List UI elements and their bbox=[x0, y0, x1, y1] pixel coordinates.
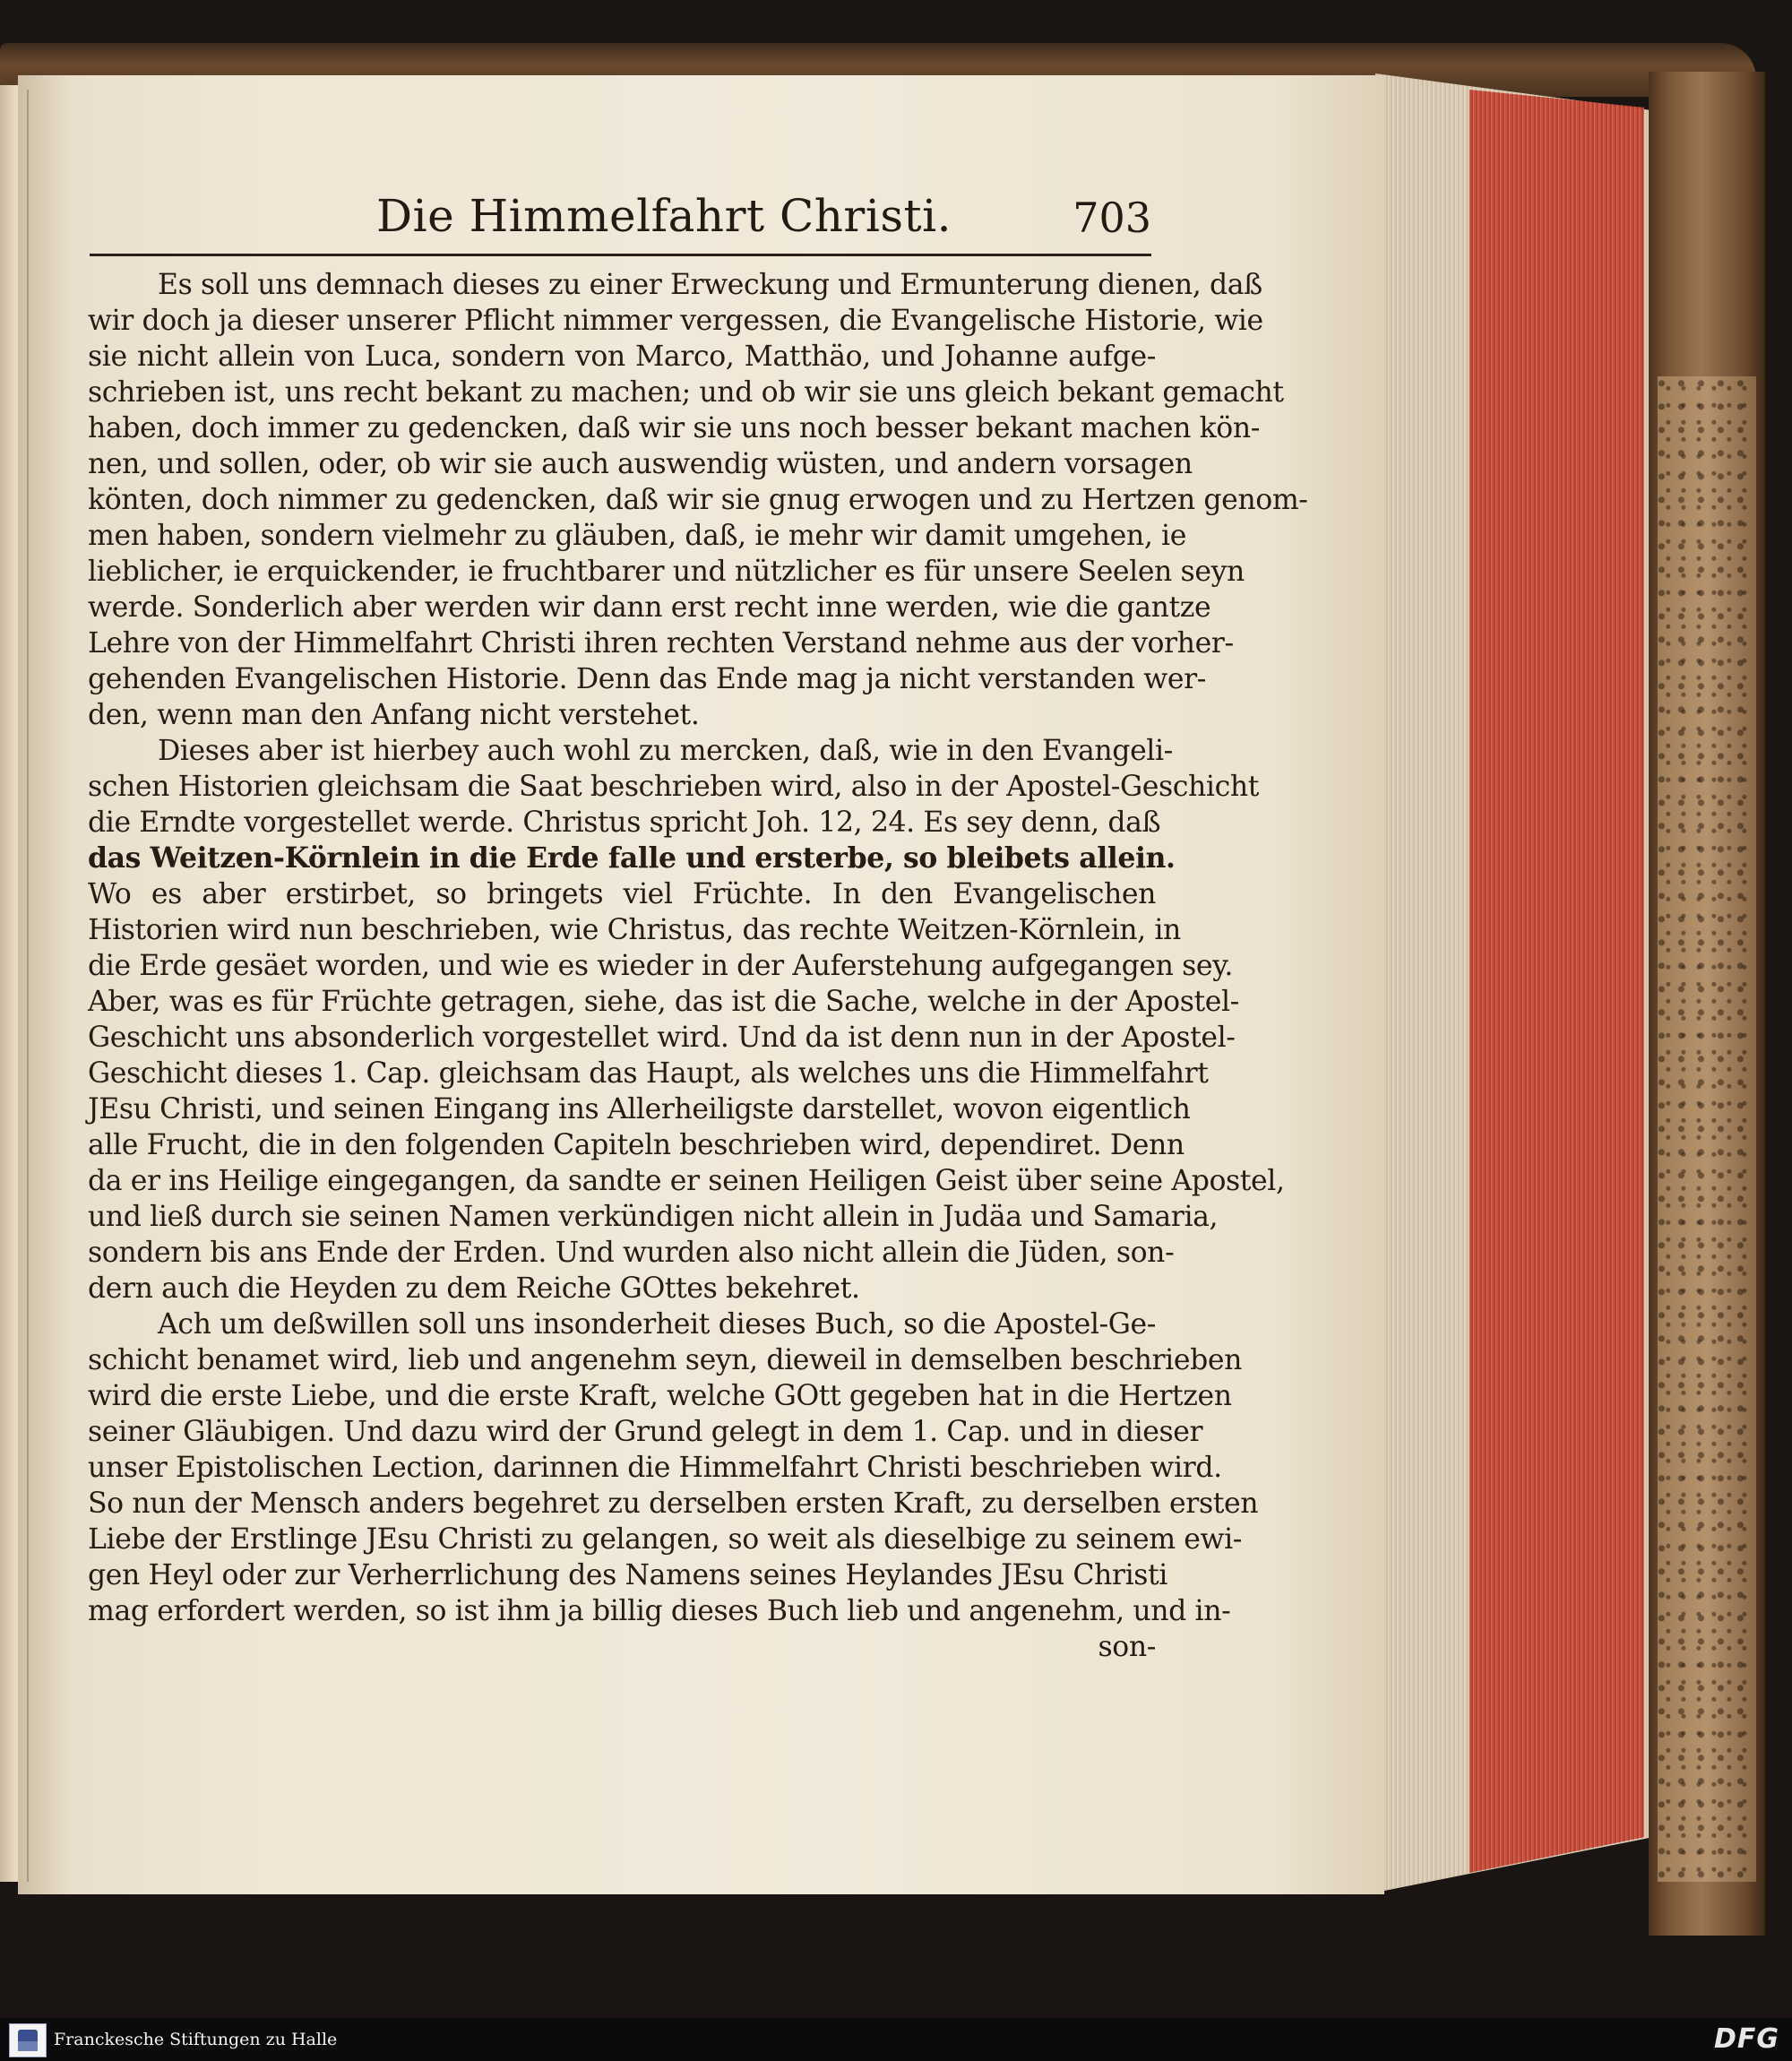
dfg-logo: DFG bbox=[1713, 2023, 1779, 2055]
text-line: dern auch die Heyden zu dem Reiche GOttes bekehret. bbox=[88, 1272, 860, 1305]
text-line: seiner Gläubigen. Und dazu wird der Grund gelegt in dem 1. Cap. und in dieser bbox=[88, 1416, 1203, 1448]
text-line: könten, doch nimmer zu gedencken, daß wir sie gnug erwogen und zu Hertzen genom- bbox=[88, 484, 1308, 516]
book-cover-marbled bbox=[1658, 376, 1756, 1882]
text-line: die Erndte vorgestellet werde. Christus spricht Joh. 12, 24. Es sey denn, daß bbox=[88, 806, 1161, 839]
running-title: Die Himmelfahrt Christi. bbox=[376, 190, 952, 242]
text-line: So nun der Mensch anders begehret zu derselben ersten Kraft, zu derselben ersten bbox=[88, 1488, 1259, 1520]
institution-label: Franckesche Stiftungen zu Halle bbox=[54, 2030, 338, 2049]
text-line: Wo es aber erstirbet, so bringets viel Früchte. In den Evangelischen bbox=[88, 878, 1156, 910]
text-line: unser Epistolischen Lection, darinnen die Himmelfahrt Christi beschrieben wird. bbox=[88, 1452, 1222, 1484]
text-line: den, wenn man den Anfang nicht verstehet. bbox=[88, 699, 700, 731]
page-number: 703 bbox=[1073, 194, 1151, 242]
text-line: da er ins Heilige eingegangen, da sandte er seinen Heiligen Geist über seine Apostel, bbox=[88, 1165, 1285, 1197]
text-line: gehenden Evangelischen Historie. Denn das Ende mag ja nicht verstanden wer- bbox=[88, 663, 1206, 695]
text-line: schen Historien gleichsam die Saat beschrieben wird, also in der Apostel-Geschicht bbox=[88, 771, 1259, 803]
catchword: son- bbox=[1098, 1631, 1156, 1663]
text-line: wir doch ja dieser unserer Pflicht nimmer vergessen, die Evangelische Historie, wie bbox=[88, 305, 1263, 337]
text-line: Lehre von der Himmelfahrt Christi ihren rechten Verstand nehme aus der vorher- bbox=[88, 627, 1234, 660]
text-line: und ließ durch sie seinen Namen verkündigen nicht allein in Judäa und Samaria, bbox=[88, 1201, 1219, 1233]
text-line: alle Frucht, die in den folgenden Capiteln beschrieben wird, dependiret. Denn bbox=[88, 1129, 1185, 1161]
text-line: Geschicht uns absonderlich vorgestellet wird. Und da ist denn nun in der Apostel- bbox=[88, 1022, 1236, 1054]
text-line: Geschicht dieses 1. Cap. gleichsam das Haupt, als welches uns die Himmelfahrt bbox=[88, 1057, 1209, 1090]
text-line: Liebe der Erstlinge JEsu Christi zu gelangen, so weit als dieselbige zu seinem ewi- bbox=[88, 1523, 1243, 1556]
text-line: werde. Sonderlich aber werden wir dann erst recht inne werden, wie die gantze bbox=[88, 591, 1211, 624]
text-line: JEsu Christi, und seinen Eingang ins Allerheiligste darstellet, wovon eigentlich bbox=[88, 1093, 1191, 1125]
red-page-edges bbox=[1469, 90, 1644, 1873]
text-line: sie nicht allein von Luca, sondern von Marco, Matthäo, und Johanne aufge- bbox=[88, 341, 1156, 373]
body-text bbox=[88, 267, 1308, 1665]
text-line: haben, doch immer zu gedencken, daß wir sie uns noch besser bekant machen kön- bbox=[88, 412, 1260, 444]
text-line: mag erfordert werden, so ist ihm ja billig dieses Buch lieb und angenehm, und in- bbox=[88, 1595, 1231, 1627]
header-rule bbox=[90, 254, 1151, 256]
text-line: das Weitzen-Körnlein in die Erde falle und ersterbe, so bleibets allein. bbox=[88, 841, 1176, 875]
text-line: Ach um deßwillen soll uns insonderheit dieses Buch, so die Apostel-Ge- bbox=[158, 1308, 1156, 1341]
text-line: Historien wird nun beschrieben, wie Christus, das rechte Weitzen-Körnlein, in bbox=[88, 914, 1181, 946]
text-line: Dieses aber ist hierbey auch wohl zu mercken, daß, wie in den Evangeli- bbox=[158, 735, 1173, 767]
text-line: sondern bis ans Ende der Erden. Und wurden also nicht allein die Jüden, son- bbox=[88, 1237, 1175, 1269]
text-line: nen, und sollen, oder, ob wir sie auch auswendig wüsten, und andern vorsagen bbox=[88, 448, 1193, 480]
text-line: lieblicher, ie erquickender, ie fruchtbarer und nützlicher es für unsere Seelen seyn bbox=[88, 556, 1245, 588]
footer-bar bbox=[0, 2018, 1792, 2061]
text-line: Es soll uns demnach dieses zu einer Erweckung und Ermunterung dienen, daß bbox=[158, 269, 1262, 301]
text-line: die Erde gesäet worden, und wie es wieder in der Auferstehung aufgegangen sey. bbox=[88, 950, 1234, 982]
institution-logo-icon bbox=[9, 2023, 47, 2057]
text-line: schrieben ist, uns recht bekant zu machen; und ob wir sie uns gleich bekant gemacht bbox=[88, 376, 1284, 409]
text-line: gen Heyl oder zur Verherrlichung des Namens seines Heylandes JEsu Christi bbox=[88, 1559, 1167, 1591]
running-head bbox=[90, 191, 1151, 254]
text-line: wird die erste Liebe, und die erste Kraft, welche GOtt gegeben hat in die Hertzen bbox=[88, 1380, 1232, 1412]
text-line: schicht benamet wird, lieb und angenehm seyn, dieweil in demselben beschrieben bbox=[88, 1344, 1242, 1376]
text-line: Aber, was es für Früchte getragen, siehe, das ist die Sache, welche in der Apostel- bbox=[88, 986, 1239, 1018]
text-line: men haben, sondern vielmehr zu gläuben, daß, ie mehr wir damit umgehen, ie bbox=[88, 520, 1186, 552]
gutter bbox=[27, 90, 29, 1882]
